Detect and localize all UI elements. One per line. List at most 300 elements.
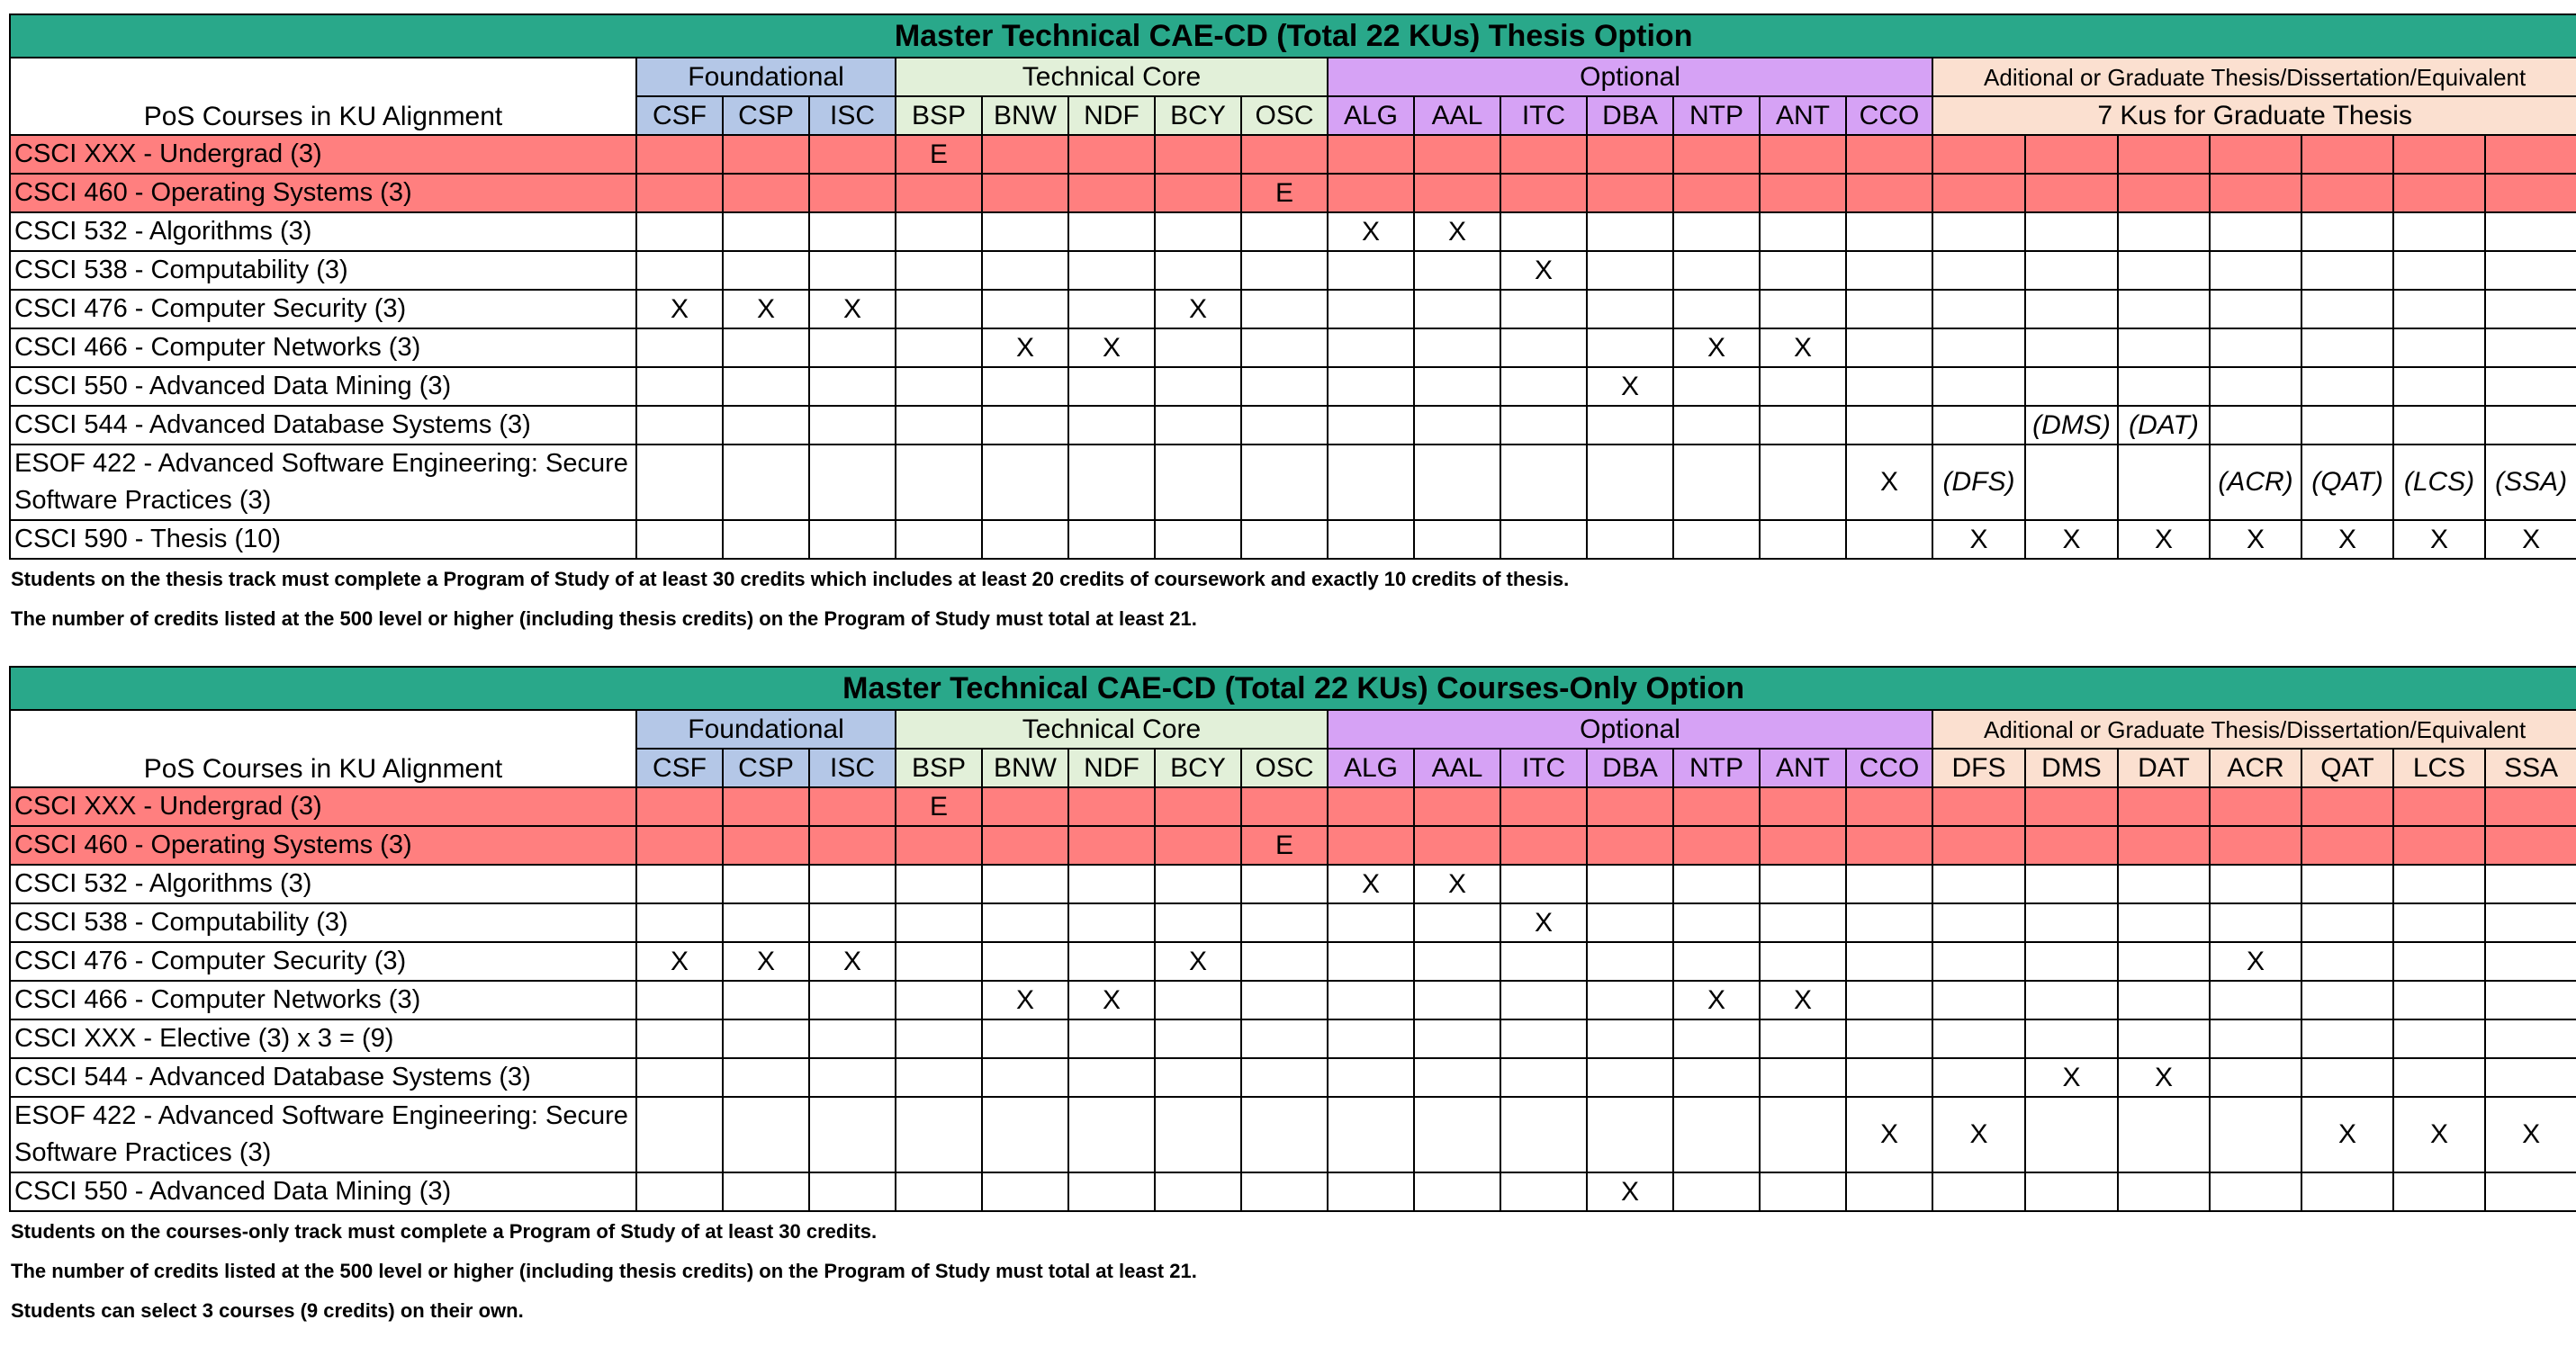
ku-cell [723, 981, 809, 1019]
ku-mark: X [636, 290, 723, 328]
ku-cell [1846, 981, 1932, 1019]
ku-cell [1414, 406, 1500, 445]
ku-cell [1414, 1019, 1500, 1058]
column-header-dat: DAT [2118, 749, 2210, 787]
ku-cell [2210, 290, 2301, 328]
column-header-csp: CSP [723, 96, 809, 135]
ku-cell [2393, 826, 2485, 865]
ku-cell [1155, 1019, 1241, 1058]
ku-cell [2393, 865, 2485, 903]
thesis-table-title: Master Technical CAE-CD (Total 22 KUs) Thesis Option [10, 14, 2576, 58]
ku-cell [982, 367, 1068, 406]
ku-cell [1500, 406, 1587, 445]
ku-cell [1068, 212, 1155, 251]
ku-cell [1500, 135, 1587, 174]
ku-cell [2118, 367, 2210, 406]
ku-cell [1673, 406, 1760, 445]
ku-cell [1760, 865, 1846, 903]
ku-cell [1241, 787, 1328, 826]
ku-mark: X [2118, 520, 2210, 559]
ku-tag: (ACR) [2210, 445, 2301, 520]
ku-mark: X [982, 328, 1068, 367]
ku-cell [2301, 981, 2393, 1019]
pos-courses-header: PoS Courses in KU Alignment [10, 58, 636, 135]
ku-cell [636, 981, 723, 1019]
ku-mark: E [896, 135, 982, 174]
ku-cell [1673, 135, 1760, 174]
ku-cell [1846, 367, 1932, 406]
column-header-acr: ACR [2210, 749, 2301, 787]
ku-cell [2301, 942, 2393, 981]
ku-cell [1328, 787, 1414, 826]
ku-cell [982, 903, 1068, 942]
ku-cell [2210, 787, 2301, 826]
ku-cell [1500, 290, 1587, 328]
ku-cell [2485, 367, 2576, 406]
ku-cell [723, 1097, 809, 1172]
ku-cell [1760, 174, 1846, 212]
ku-cell [1587, 787, 1673, 826]
ku-cell [2210, 251, 2301, 290]
ku-cell [2025, 367, 2118, 406]
ku-cell [723, 328, 809, 367]
ku-cell [1932, 865, 2025, 903]
ku-cell [1587, 406, 1673, 445]
ku-cell [2393, 1058, 2485, 1097]
ku-cell [1241, 445, 1328, 520]
ku-mark: X [1500, 903, 1587, 942]
ku-cell [2393, 212, 2485, 251]
ku-cell [896, 328, 982, 367]
ku-cell [896, 1058, 982, 1097]
ku-cell [2025, 135, 2118, 174]
ku-cell [2025, 865, 2118, 903]
ku-cell [1500, 981, 1587, 1019]
ku-mark: X [1760, 328, 1846, 367]
ku-cell [1846, 174, 1932, 212]
ku-cell [1673, 903, 1760, 942]
ku-cell [1068, 445, 1155, 520]
ku-cell [636, 328, 723, 367]
course-name: ESOF 422 - Advanced Software Engineering: Secure Software Practices (3) [10, 445, 636, 520]
ku-cell [2210, 826, 2301, 865]
ku-mark: X [809, 942, 896, 981]
course-row [10, 212, 2576, 251]
ku-cell [1414, 328, 1500, 367]
column-header-csf: CSF [636, 749, 723, 787]
ku-cell [982, 174, 1068, 212]
column-header-cco: CCO [1846, 96, 1932, 135]
ku-tag: (SSA) [2485, 445, 2576, 520]
course-row [10, 290, 2576, 328]
ku-cell [1328, 826, 1414, 865]
ku-cell [809, 367, 896, 406]
column-header-dba: DBA [1587, 96, 1673, 135]
ku-cell [1500, 328, 1587, 367]
ku-cell [2301, 367, 2393, 406]
ku-cell [1932, 1019, 2025, 1058]
ku-mark: X [2210, 520, 2301, 559]
course-row [10, 406, 2576, 445]
ku-cell [1760, 826, 1846, 865]
ku-cell [1673, 290, 1760, 328]
ku-cell [2393, 174, 2485, 212]
ku-cell [1155, 826, 1241, 865]
ku-cell [1414, 520, 1500, 559]
ku-cell [1587, 174, 1673, 212]
ku-cell [1932, 981, 2025, 1019]
ku-cell [809, 1172, 896, 1211]
ku-cell [1932, 942, 2025, 981]
column-header-csf: CSF [636, 96, 723, 135]
course-row [10, 445, 2576, 520]
ku-cell [2485, 174, 2576, 212]
ku-cell [1846, 826, 1932, 865]
ku-cell [1068, 1058, 1155, 1097]
ku-cell [1414, 981, 1500, 1019]
ku-cell [1414, 290, 1500, 328]
ku-mark: X [636, 942, 723, 981]
course-row [10, 1097, 2576, 1172]
ku-cell [1500, 1097, 1587, 1172]
ku-cell [2210, 135, 2301, 174]
ku-cell [1846, 251, 1932, 290]
ku-cell [1328, 903, 1414, 942]
ku-cell [896, 981, 982, 1019]
ku-cell [1068, 135, 1155, 174]
ku-cell [1587, 826, 1673, 865]
ku-cell [1587, 1058, 1673, 1097]
footnote: The number of credits listed at the 500 level or higher (including thesis credits) on the Program of Study must total at least 21. [11, 1260, 1197, 1282]
ku-cell [982, 445, 1068, 520]
column-header-isc: ISC [809, 96, 896, 135]
ku-cell [636, 406, 723, 445]
ku-mark: X [1846, 1097, 1932, 1172]
ku-cell [2393, 251, 2485, 290]
ku-cell [1241, 251, 1328, 290]
course-row [10, 1019, 2576, 1058]
ku-mark: X [982, 981, 1068, 1019]
ku-mark: E [1241, 826, 1328, 865]
ku-cell [1760, 406, 1846, 445]
ku-cell [896, 174, 982, 212]
ku-cell [1068, 942, 1155, 981]
ku-cell [1068, 174, 1155, 212]
ku-cell [1155, 328, 1241, 367]
course-row [10, 1172, 2576, 1211]
ku-cell [1846, 787, 1932, 826]
ku-cell [1328, 174, 1414, 212]
ku-cell [1328, 251, 1414, 290]
ku-cell [1328, 1058, 1414, 1097]
ku-cell [1587, 865, 1673, 903]
course-name: CSCI 544 - Advanced Database Systems (3) [10, 406, 636, 445]
ku-cell [2118, 865, 2210, 903]
ku-mark: X [2025, 1058, 2118, 1097]
ku-cell [1500, 174, 1587, 212]
ku-cell [982, 787, 1068, 826]
ku-cell [1241, 367, 1328, 406]
ku-cell [2118, 174, 2210, 212]
ku-cell [2118, 1019, 2210, 1058]
ku-cell [723, 367, 809, 406]
course-name: CSCI 476 - Computer Security (3) [10, 942, 636, 981]
ku-cell [896, 367, 982, 406]
ku-cell [2301, 328, 2393, 367]
ku-mark: X [723, 942, 809, 981]
column-header-ndf: NDF [1068, 96, 1155, 135]
ku-cell [809, 328, 896, 367]
course-row [10, 942, 2576, 981]
graduate-thesis-kus-label: 7 Kus for Graduate Thesis [1932, 96, 2576, 135]
ku-cell [1328, 406, 1414, 445]
ku-cell [2210, 1172, 2301, 1211]
ku-cell [2025, 826, 2118, 865]
ku-cell [636, 251, 723, 290]
ku-cell [1241, 942, 1328, 981]
ku-cell [809, 251, 896, 290]
ku-cell [1500, 1172, 1587, 1211]
ku-cell [982, 865, 1068, 903]
ku-cell [1760, 1097, 1846, 1172]
column-header-bsp: BSP [896, 749, 982, 787]
ku-cell [1932, 290, 2025, 328]
course-name: CSCI 538 - Computability (3) [10, 903, 636, 942]
ku-cell [1241, 981, 1328, 1019]
ku-cell [2485, 212, 2576, 251]
ku-cell [1241, 290, 1328, 328]
ku-cell [1155, 981, 1241, 1019]
footnote: The number of credits listed at the 500 level or higher (including thesis credits) on the Program of Study must total at least 21. [11, 607, 1197, 630]
ku-mark: X [723, 290, 809, 328]
ku-cell [896, 865, 982, 903]
ku-cell [1328, 1097, 1414, 1172]
course-row [10, 787, 2576, 826]
ku-mark: X [2393, 520, 2485, 559]
ku-cell [2301, 787, 2393, 826]
ku-cell [1932, 1058, 2025, 1097]
course-name: CSCI 466 - Computer Networks (3) [10, 981, 636, 1019]
ku-cell [896, 290, 982, 328]
course-name: CSCI 550 - Advanced Data Mining (3) [10, 1172, 636, 1211]
column-header-itc: ITC [1500, 96, 1587, 135]
ku-cell [1846, 328, 1932, 367]
column-header-ntp: NTP [1673, 749, 1760, 787]
group-additional-header: Aditional or Graduate Thesis/Dissertation/Equivalent [1932, 58, 2576, 96]
ku-cell [1414, 942, 1500, 981]
column-header-isc: ISC [809, 749, 896, 787]
ku-cell [636, 903, 723, 942]
ku-cell [2301, 1172, 2393, 1211]
ku-mark: E [1241, 174, 1328, 212]
ku-cell [982, 251, 1068, 290]
ku-mark: X [2118, 1058, 2210, 1097]
ku-cell [1932, 1172, 2025, 1211]
ku-cell [1328, 135, 1414, 174]
ku-tag: (DAT) [2118, 406, 2210, 445]
ku-mark: X [1587, 367, 1673, 406]
ku-cell [1673, 367, 1760, 406]
ku-cell [982, 1097, 1068, 1172]
course-row [10, 328, 2576, 367]
ku-cell [809, 1058, 896, 1097]
ku-cell [1673, 520, 1760, 559]
course-row [10, 367, 2576, 406]
column-header-qat: QAT [2301, 749, 2393, 787]
ku-cell [2485, 328, 2576, 367]
ku-cell [1068, 903, 1155, 942]
ku-cell [2301, 826, 2393, 865]
ku-cell [1155, 212, 1241, 251]
footnote: Students on the thesis track must complete a Program of Study of at least 30 credits which includes at least 20 credits of coursework and exactly 10 credits of thesis. [11, 568, 1570, 590]
ku-cell [723, 174, 809, 212]
ku-cell [1068, 520, 1155, 559]
ku-cell [1500, 520, 1587, 559]
ku-cell [1846, 135, 1932, 174]
ku-cell [982, 212, 1068, 251]
group-foundational-header: Foundational [636, 58, 896, 96]
ku-cell [896, 251, 982, 290]
course-row [10, 135, 2576, 174]
ku-cell [2118, 328, 2210, 367]
ku-cell [1500, 942, 1587, 981]
ku-cell [2301, 135, 2393, 174]
ku-cell [1500, 787, 1587, 826]
ku-cell [982, 290, 1068, 328]
ku-cell [1068, 290, 1155, 328]
ku-tag: (LCS) [2393, 445, 2485, 520]
ku-cell [2025, 174, 2118, 212]
ku-cell [2025, 212, 2118, 251]
column-header-dfs: DFS [1932, 749, 2025, 787]
thesis-notes [9, 560, 2572, 639]
ku-cell [1414, 367, 1500, 406]
ku-tag: (DMS) [2025, 406, 2118, 445]
ku-cell [1155, 367, 1241, 406]
pos-courses-header: PoS Courses in KU Alignment [10, 710, 636, 787]
course-row [10, 826, 2576, 865]
ku-cell [636, 1019, 723, 1058]
ku-cell [1241, 1058, 1328, 1097]
ku-cell [1068, 406, 1155, 445]
ku-cell [809, 787, 896, 826]
course-name: CSCI 538 - Computability (3) [10, 251, 636, 290]
column-header-bsp: BSP [896, 96, 982, 135]
ku-cell [1155, 251, 1241, 290]
column-header-csp: CSP [723, 749, 809, 787]
ku-cell [1587, 290, 1673, 328]
ku-cell [1846, 290, 1932, 328]
ku-cell [723, 135, 809, 174]
ku-cell [723, 520, 809, 559]
ku-cell [2025, 1019, 2118, 1058]
ku-cell [1328, 290, 1414, 328]
course-row [10, 251, 2576, 290]
column-header-ant: ANT [1760, 749, 1846, 787]
ku-cell [2485, 1058, 2576, 1097]
ku-cell [723, 903, 809, 942]
course-name: CSCI 550 - Advanced Data Mining (3) [10, 367, 636, 406]
ku-cell [1155, 1097, 1241, 1172]
ku-cell [1500, 445, 1587, 520]
ku-cell [1760, 212, 1846, 251]
ku-cell [1155, 445, 1241, 520]
column-header-alg: ALG [1328, 96, 1414, 135]
ku-cell [2210, 174, 2301, 212]
ku-cell [723, 1019, 809, 1058]
ku-cell [896, 826, 982, 865]
ku-cell [1760, 1172, 1846, 1211]
thesis-table [9, 13, 2576, 560]
ku-cell [1587, 1097, 1673, 1172]
ku-cell [2301, 251, 2393, 290]
ku-cell [2025, 328, 2118, 367]
column-header-ant: ANT [1760, 96, 1846, 135]
ku-cell [1760, 942, 1846, 981]
ku-cell [2025, 903, 2118, 942]
ku-cell [2485, 787, 2576, 826]
ku-cell [636, 520, 723, 559]
ku-cell [1673, 787, 1760, 826]
ku-cell [809, 865, 896, 903]
ku-cell [2485, 981, 2576, 1019]
ku-cell [1068, 1097, 1155, 1172]
ku-cell [2485, 1019, 2576, 1058]
ku-cell [2210, 981, 2301, 1019]
ku-cell [2025, 445, 2118, 520]
ku-cell [1068, 367, 1155, 406]
ku-cell [1673, 174, 1760, 212]
ku-cell [2025, 1097, 2118, 1172]
ku-cell [896, 520, 982, 559]
course-name: ESOF 422 - Advanced Software Engineering: Secure Software Practices (3) [10, 1097, 636, 1172]
column-header-itc: ITC [1500, 749, 1587, 787]
ku-cell [1328, 1019, 1414, 1058]
ku-cell [1068, 251, 1155, 290]
ku-cell [1673, 1019, 1760, 1058]
column-header-osc: OSC [1241, 749, 1328, 787]
ku-cell [1068, 787, 1155, 826]
column-header-ndf: NDF [1068, 749, 1155, 787]
ku-cell [2025, 251, 2118, 290]
ku-cell [1241, 865, 1328, 903]
ku-cell [1241, 328, 1328, 367]
courses-only-table [9, 666, 2576, 1212]
ku-cell [1846, 903, 1932, 942]
ku-cell [2118, 826, 2210, 865]
ku-cell [896, 406, 982, 445]
ku-cell [1846, 865, 1932, 903]
ku-cell [1414, 826, 1500, 865]
ku-cell [982, 135, 1068, 174]
ku-cell [1932, 174, 2025, 212]
ku-cell [723, 251, 809, 290]
ku-cell [1155, 903, 1241, 942]
ku-mark: X [1673, 981, 1760, 1019]
ku-cell [1500, 1019, 1587, 1058]
ku-cell [2025, 942, 2118, 981]
ku-cell [1241, 1019, 1328, 1058]
ku-cell [982, 1019, 1068, 1058]
ku-cell [1587, 903, 1673, 942]
ku-cell [636, 174, 723, 212]
course-name: CSCI XXX - Elective (3) x 3 = (9) [10, 1019, 636, 1058]
ku-cell [1846, 1019, 1932, 1058]
ku-cell [1500, 865, 1587, 903]
ku-cell [723, 445, 809, 520]
ku-cell [1155, 174, 1241, 212]
ku-cell [2301, 903, 2393, 942]
